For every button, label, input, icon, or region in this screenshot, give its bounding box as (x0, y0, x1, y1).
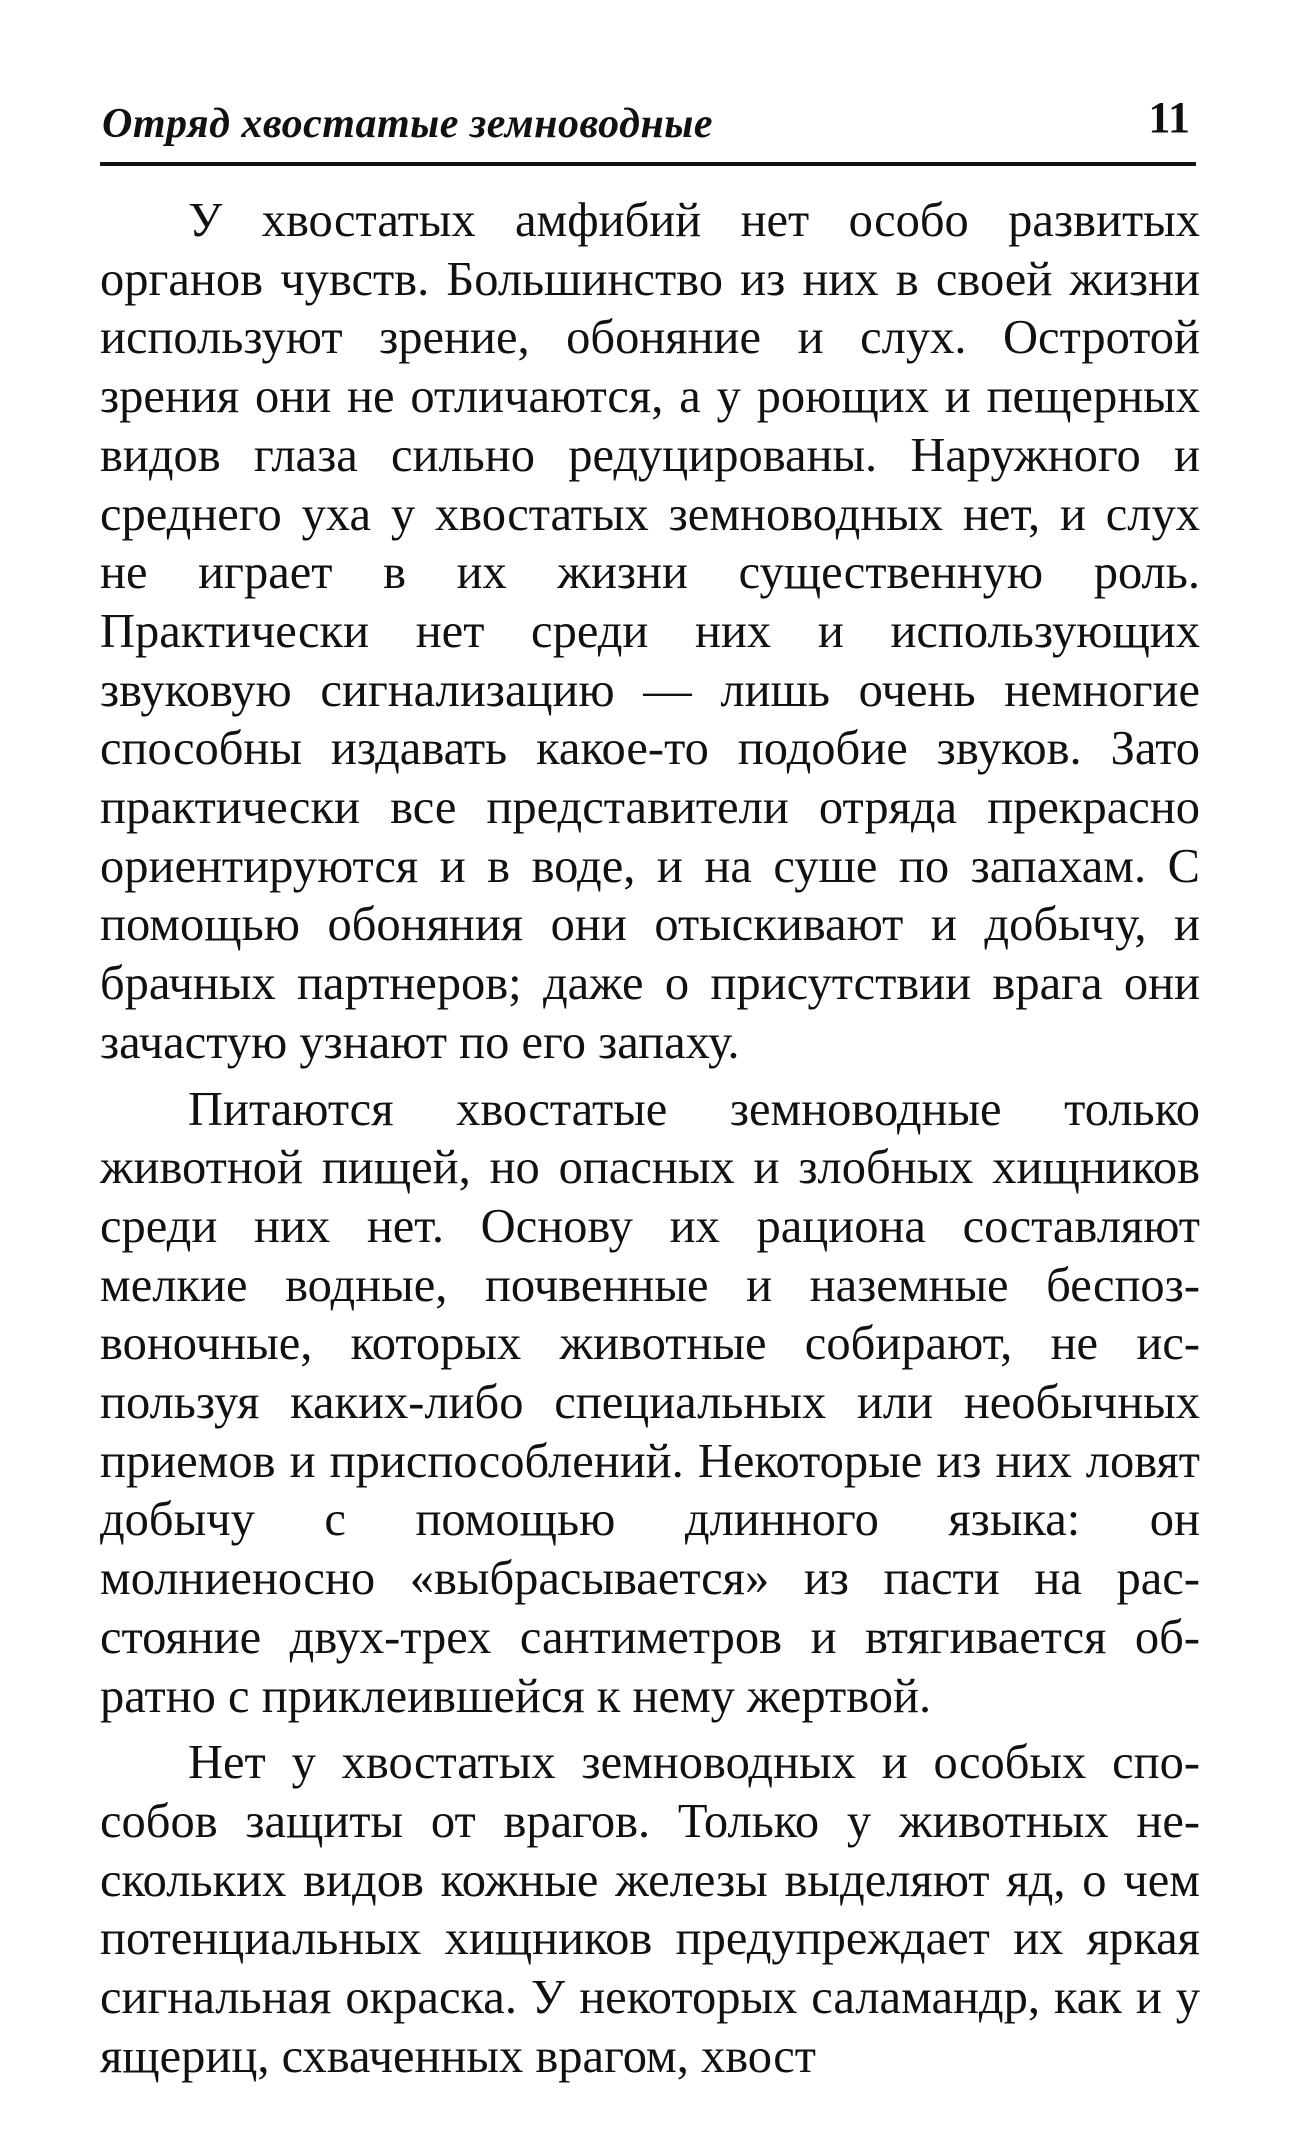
running-title: Отряд хвостатые земноводные (102, 101, 714, 147)
running-head (100, 92, 1200, 154)
header-rule (100, 162, 1196, 166)
paragraph-senses: У хвостатых амфибий нет особо развитых органов чувств. Большинство из них в своей жизни используют зрение, обоняние и слух. Остротой зрения они не отличаются, а у роющих и пещерных видов глаза сильно редуцированы. Наружного и среднего уха у хвостатых земноводных нет, и слух не играет в их жизни существенную роль. Практически нет среди них и использующих звуковую сигнализацию — лишь очень немногие способны издавать какое-то подобие звуков. Зато практически все представители отряда прекрасно ориентируются и в воде, и на суше по запахам. С помощью обоняния они отыскивают и добычу, и брачных партнеров; даже о присутствии врага они зачастую узнают по его запаху. (100, 194, 1200, 1069)
paragraph-defense: Нет у хвостатых земноводных и особых способов защиты от врагов. Только у животных нескольких видов кожные железы выделяют яд, о чем потенциальных хищников предупреждает их яркая сигнальная окраска. У некоторых саламандр, как и у ящериц, схваченных врагом, хвост (100, 1736, 1200, 2083)
page-number: 11 (1148, 93, 1190, 142)
body-text (100, 192, 1200, 2095)
book-page (100, 0, 1200, 2130)
paragraph-feeding: Питаются хвостатые земноводные только животной пищей, но опасных и злобных хищников среди них нет. Основу их рациона составляют мелкие водные, почвенные и наземные беспозвоночные, которых животные собирают, не используя каких-либо специальных или необычных приемов и приспособлений. Некоторые из них ловят добычу с помощью длинного языка: он молниеносно «выбрасывается» из пасти на расстояние двух-трех сантиметров и втягивается обратно с приклеившейся к нему жертвой. (100, 1082, 1200, 1723)
